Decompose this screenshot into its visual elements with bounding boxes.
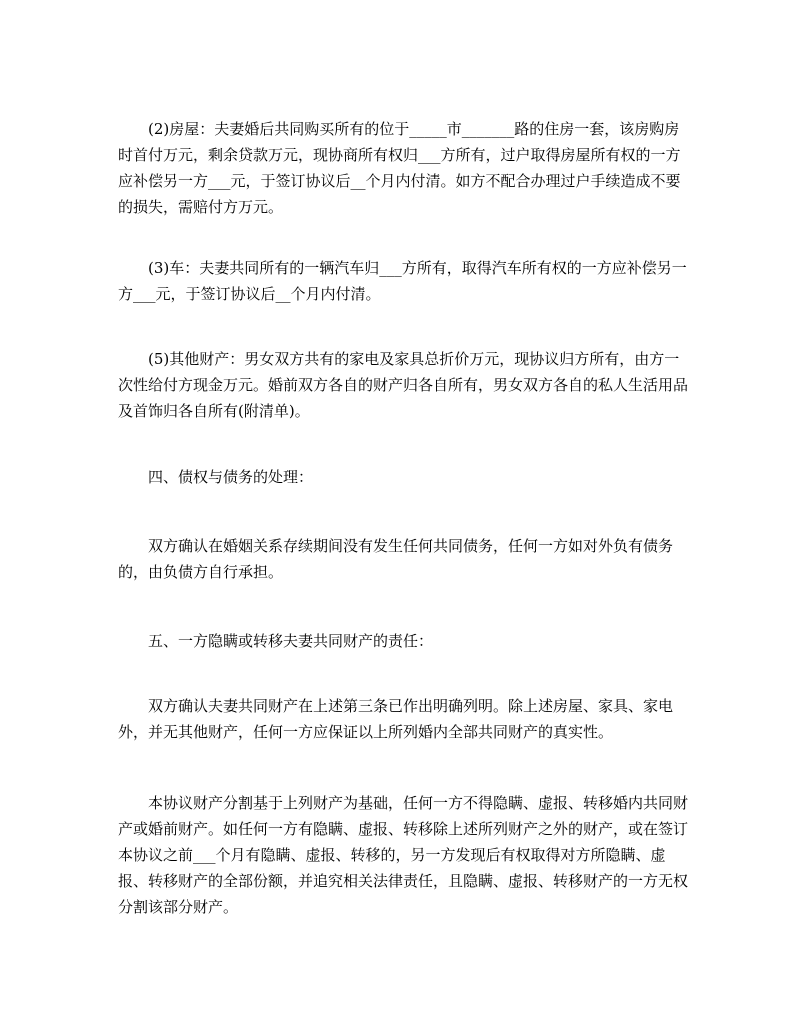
paragraph-house: (2)房屋：夫妻婚后共同购买所有的位于_____市_______路的住房一套，该房购房时首付万元，剩余贷款万元，现协商所有权归___方所有，过户取得房屋所有权的一方应补偿另一方___元，于签订协议后__个月内付清。如方不配合办理过户手续造成不要的损失，需赔付方万元。: [118, 120, 681, 216]
section-heading-concealment: 五、一方隐瞒或转移夫妻共同财产的责任：: [148, 632, 434, 650]
paragraph-other-property: (5)其他财产：男女双方共有的家电及家具总折价万元，现协议归方所有，由方一次性给付方现金万元。婚前双方各自的财产归各自所有，男女双方各自的私人生活用品及首饰归各自所有(附清单)。: [118, 350, 689, 420]
paragraph-confirm: 双方确认夫妻共同财产在上述第三条已作出明确列明。除上述房屋、家具、家电外，并无其他财产，任何一方应保证以上所列婚内全部共同财产的真实性。: [118, 697, 674, 741]
paragraph-liability: 本协议财产分割基于上列财产为基础，任何一方不得隐瞒、虚报、转移婚内共同财产或婚前财产。如任何一方有隐瞒、虚报、转移除上述所列财产之外的财产，或在签订本协议之前___个月有隐瞒、虚报、转移的，另一方发现后有权取得对方所隐瞒、虚报、转移财产的全部份额，并追究相关法律责任，且隐瞒、虚报、转移财产的一方无权分割该部分财产。: [118, 794, 689, 916]
section-heading-debt: 四、债权与债务的处理：: [148, 468, 314, 486]
paragraph-debt: 双方确认在婚姻关系存续期间没有发生任何共同债务，任何一方如对外负有债务的，由负债方自行承担。: [118, 537, 674, 581]
paragraph-car: (3)车：夫妻共同所有的一辆汽车归___方所有，取得汽车所有权的一方应补偿另一方___元，于签订协议后__个月内付清。: [118, 259, 687, 303]
